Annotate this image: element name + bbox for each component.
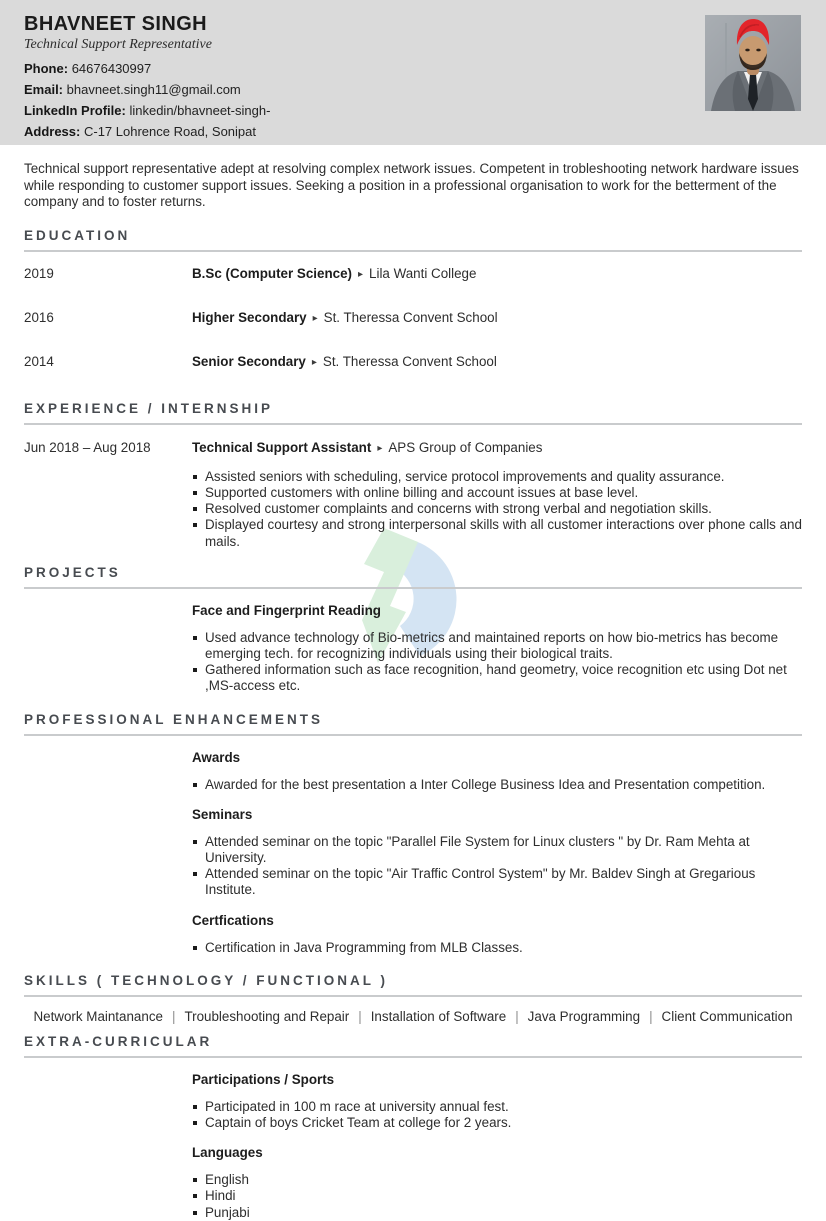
education-degree: B.Sc (Computer Science) <box>192 265 352 281</box>
education-date: 2016 <box>24 309 54 325</box>
awards-group <box>192 750 802 793</box>
professional-content <box>192 750 802 956</box>
skill-item: Java Programming <box>527 1008 641 1024</box>
sports-title: Participations / Sports <box>192 1071 335 1087</box>
bullet-item: Supported customers with online billing and account issues at base level. <box>192 485 802 501</box>
education-detail <box>192 309 498 327</box>
education-institution: Lila Wanti College <box>369 265 477 281</box>
arrow-icon: ▸ <box>312 312 318 324</box>
profile-photo <box>705 15 801 111</box>
seminars-group <box>192 807 802 899</box>
section-heading-projects: PROJECTS <box>24 564 121 580</box>
education-row <box>24 309 802 340</box>
sports-group <box>192 1072 802 1131</box>
address-value: C-17 Lohrence Road, Sonipat <box>83 124 256 139</box>
certifications-title: Certfications <box>192 912 274 928</box>
job-title: Technical Support Representative <box>24 37 212 52</box>
skills-list <box>24 1009 802 1024</box>
bullet-item: Displayed courtesy and strong interpersonal skills with all customer interactions over phone calls and mails. <box>192 517 802 549</box>
contact-phone <box>24 58 270 79</box>
education-institution: St. Theressa Convent School <box>323 309 498 325</box>
section-rule <box>24 423 802 425</box>
experience-row <box>24 439 802 550</box>
section-heading-education: EDUCATION <box>24 227 131 243</box>
bullet-item: Attended seminar on the topic "Air Traffic Control System" by Mr. Baldev Singh at Gregarious Institute. <box>192 866 802 898</box>
education-row <box>24 265 802 296</box>
project-group <box>192 603 802 695</box>
certifications-group <box>192 913 802 956</box>
section-heading-extracurricular: EXTRA-CURRICULAR <box>24 1033 213 1049</box>
section-heading-skills: SKILLS ( TECHNOLOGY / FUNCTIONAL ) <box>24 972 388 988</box>
projects-content <box>192 603 802 695</box>
awards-bullets <box>192 777 802 793</box>
section-rule <box>24 1056 802 1058</box>
bullet-item: Used advance technology of Bio-metrics and maintained reports on how bio-metrics has become emerging tech. for recognizing individuals using their biological traits. <box>192 630 802 662</box>
pipe-divider: | <box>515 1008 519 1024</box>
resume-header <box>0 0 826 145</box>
phone-value: 64676430997 <box>71 61 152 76</box>
education-row <box>24 353 802 384</box>
header-left <box>24 12 270 142</box>
section-rule <box>24 587 802 589</box>
sports-bullets <box>192 1099 802 1131</box>
education-detail <box>192 265 476 283</box>
bullet-item: Awarded for the best presentation a Inter College Business Idea and Presentation competition. <box>192 777 802 793</box>
certifications-bullets <box>192 940 802 956</box>
linkedin-label: LinkedIn Profile: <box>24 103 126 118</box>
education-degree: Higher Secondary <box>192 309 307 325</box>
bullet-item: Captain of boys Cricket Team at college for 2 years. <box>192 1115 802 1131</box>
contact-address <box>24 121 270 142</box>
email-value: bhavneet.singh11@gmail.com <box>66 82 241 97</box>
bullet-item: Participated in 100 m race at university annual fest. <box>192 1099 802 1115</box>
skill-item: Network Maintanance <box>33 1008 163 1024</box>
bullet-item: Gathered information such as face recognition, hand geometry, voice recognition etc using Dot net ,MS-access etc. <box>192 662 802 694</box>
bullet-item: Punjabi <box>192 1205 802 1221</box>
summary-paragraph: Technical support representative adept at resolving complex network issues. Competent in trobleshooting network hardware issues while responding to customer support issues. Seeking a position in a professional organisation to work for the betterment of the company and to foster returns. <box>24 161 799 210</box>
seminars-title: Seminars <box>192 806 253 822</box>
extracurricular-content <box>192 1072 802 1221</box>
experience-bullets <box>192 469 802 550</box>
skill-item: Troubleshooting and Repair <box>184 1008 350 1024</box>
arrow-icon: ▸ <box>357 268 364 280</box>
linkedin-value: linkedin/bhavneet-singh- <box>129 103 271 118</box>
email-label: Email: <box>24 82 64 97</box>
profile-photo-illustration <box>705 15 801 111</box>
section-heading-professional: PROFESSIONAL ENHANCEMENTS <box>24 711 324 727</box>
languages-bullets <box>192 1172 802 1221</box>
seminars-bullets <box>192 834 802 899</box>
resume-body <box>0 161 826 1221</box>
languages-group <box>192 1145 802 1221</box>
bullet-item: Hindi <box>192 1188 802 1204</box>
project-title: Face and Fingerprint Reading <box>192 602 381 618</box>
arrow-icon: ▸ <box>377 442 383 454</box>
bullet-item: Attended seminar on the topic "Parallel File System for Linux clusters " by Dr. Ram Mehta at University. <box>192 834 802 866</box>
bullet-item: English <box>192 1172 802 1188</box>
pipe-divider: | <box>358 1008 362 1024</box>
section-rule <box>24 250 802 252</box>
candidate-name: BHAVNEET SINGH <box>24 13 208 35</box>
education-date: 2019 <box>24 265 54 281</box>
experience-company: APS Group of Companies <box>388 439 543 455</box>
experience-role: Technical Support Assistant <box>192 439 372 455</box>
bullet-item: Certification in Java Programming from MLB Classes. <box>192 940 802 956</box>
experience-detail <box>192 439 802 550</box>
awards-title: Awards <box>192 749 241 765</box>
section-heading-experience: EXPERIENCE / INTERNSHIP <box>24 400 274 416</box>
address-label: Address: <box>24 124 81 139</box>
experience-date: Jun 2018 – Aug 2018 <box>24 439 151 455</box>
section-rule <box>24 995 802 997</box>
languages-title: Languages <box>192 1145 263 1161</box>
section-rule <box>24 734 802 736</box>
project-bullets <box>192 630 802 695</box>
pipe-divider: | <box>649 1008 653 1024</box>
arrow-icon: ▸ <box>311 356 317 368</box>
education-date: 2014 <box>24 353 54 369</box>
education-institution: St. Theressa Convent School <box>322 353 497 369</box>
education-detail <box>192 353 497 371</box>
education-degree: Senior Secondary <box>192 353 306 369</box>
phone-label: Phone: <box>24 61 69 76</box>
contact-email <box>24 79 270 100</box>
contact-linkedin <box>24 100 270 121</box>
bullet-item: Assisted seniors with scheduling, service protocol improvements and quality assurance. <box>192 469 802 485</box>
skill-item: Client Communication <box>661 1008 793 1024</box>
pipe-divider: | <box>171 1008 176 1024</box>
bullet-item: Resolved customer complaints and concerns with strong verbal and negotiation skills. <box>192 501 802 517</box>
skill-item: Installation of Software <box>370 1008 507 1024</box>
